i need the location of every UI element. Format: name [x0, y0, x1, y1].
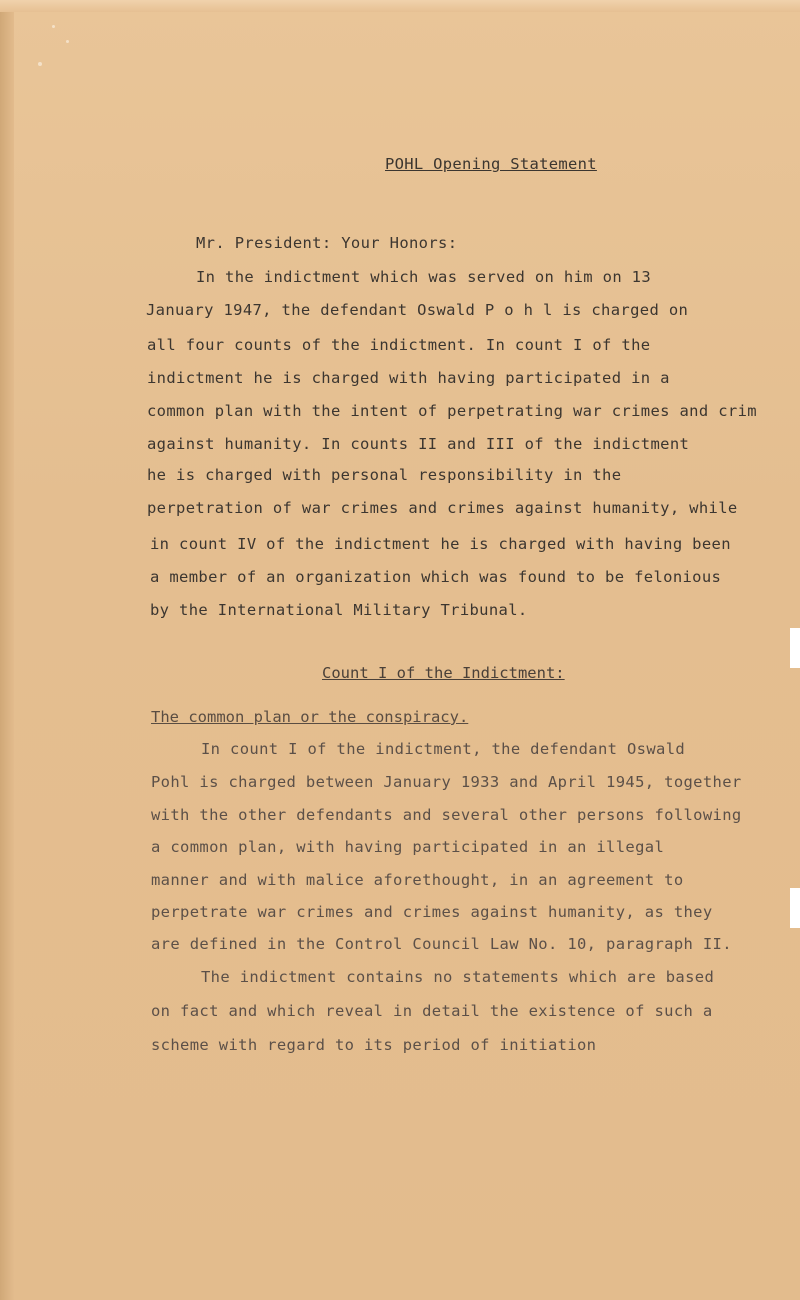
text-line: against humanity. In counts II and III of the indictment — [147, 435, 690, 453]
page-left-edge — [0, 0, 14, 1300]
text-line: with the other defendants and several other persons following — [151, 806, 742, 824]
section-heading: Count I of the Indictment: — [322, 664, 565, 682]
subheading: The common plan or the conspiracy. — [151, 708, 469, 726]
page-edge-notch — [790, 888, 800, 928]
text-line: perpetration of war crimes and crimes against humanity, while — [147, 499, 738, 517]
text-line: scheme with regard to its period of initiation — [151, 1036, 597, 1054]
text-line: on fact and which reveal in detail the existence of such a — [151, 1002, 713, 1020]
text-line: in count IV of the indictment he is charged with having been — [150, 535, 731, 553]
text-line: Pohl is charged between January 1933 and April 1945, together — [151, 773, 742, 791]
paper-speck — [52, 25, 55, 28]
text-line: In the indictment which was served on him on 13 — [196, 268, 652, 286]
text-line: he is charged with personal responsibility in the — [147, 466, 622, 484]
text-line: In count I of the indictment, the defendant Oswald — [201, 740, 686, 758]
paper-speck — [38, 62, 42, 66]
text-line: all four counts of the indictment. In count I of the — [147, 336, 651, 354]
paper-speck — [66, 40, 69, 43]
text-line: common plan with the intent of perpetrating war crimes and crim — [147, 402, 757, 420]
text-line: are defined in the Control Council Law No. 10, paragraph II. — [151, 935, 732, 953]
text-line: a common plan, with having participated in an illegal — [151, 838, 665, 856]
page-edge-notch — [790, 628, 800, 668]
salutation: Mr. President: Your Honors: — [196, 234, 458, 252]
document-title: POHL Opening Statement — [385, 155, 597, 173]
text-line: manner and with malice aforethought, in an agreement to — [151, 871, 684, 889]
document-page — [8, 0, 800, 1300]
text-line: January 1947, the defendant Oswald P o h l is charged on — [146, 301, 689, 319]
text-line: perpetrate war crimes and crimes against humanity, as they — [151, 903, 713, 921]
text-line: The indictment contains no statements which are based — [201, 968, 715, 986]
page-top-edge — [0, 0, 800, 12]
text-line: by the International Military Tribunal. — [150, 601, 528, 619]
text-line: indictment he is charged with having participated in a — [147, 369, 670, 387]
text-line: a member of an organization which was found to be felonious — [150, 568, 722, 586]
